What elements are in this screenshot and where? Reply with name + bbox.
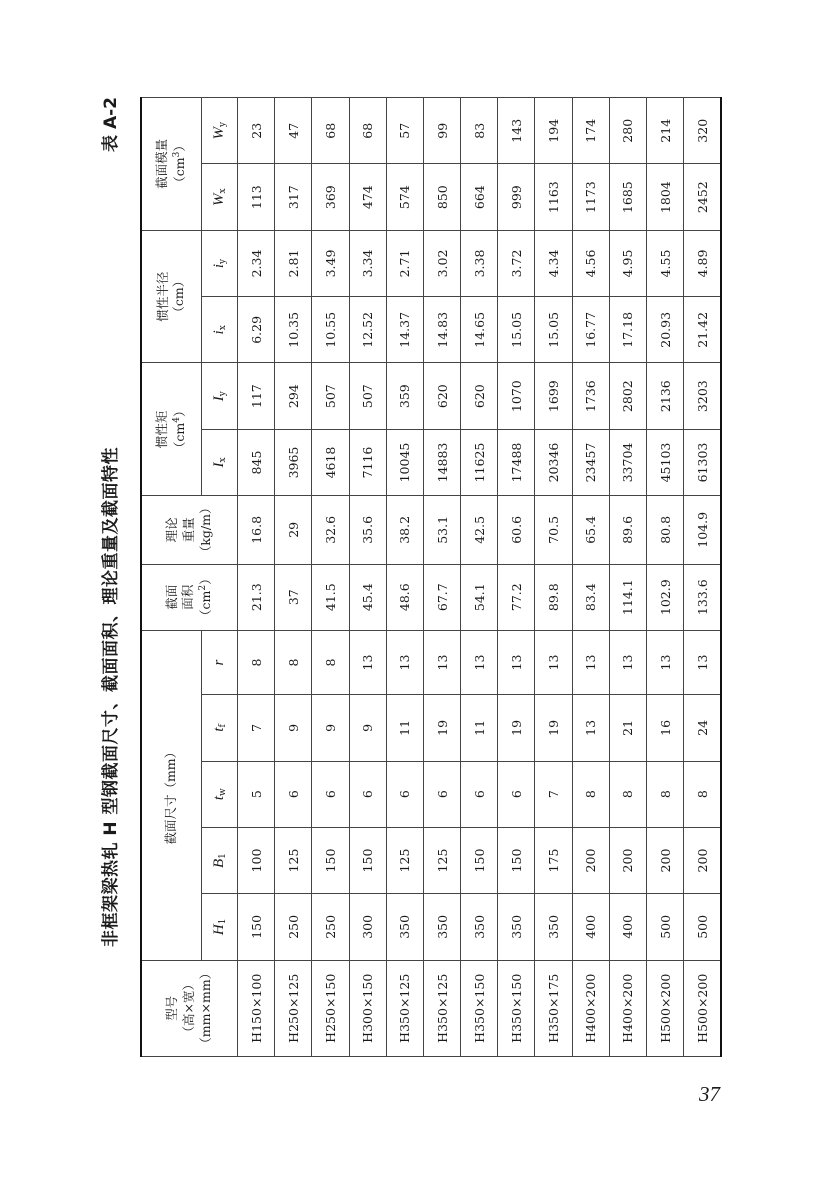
cell-model: H350×125: [386, 960, 423, 1056]
cell-iy: 4.56: [572, 230, 609, 296]
cell-iy: 620: [461, 363, 498, 429]
cell-model: H250×150: [312, 960, 349, 1056]
cell-area: 114.1: [609, 564, 646, 630]
cell-r: 8: [237, 630, 274, 694]
cell-area: 67.7: [423, 564, 460, 630]
cell-ix: 14.83: [423, 297, 460, 363]
cell-r: 13: [572, 630, 609, 694]
cell-r: 13: [647, 630, 684, 694]
header-Ix-sub: x: [217, 457, 228, 463]
cell-wx: 574: [386, 164, 423, 230]
cell-wy: 23: [237, 98, 274, 165]
cell-ix: 20346: [535, 429, 572, 495]
cell-h1: 300: [349, 894, 386, 960]
cell-r: 8: [312, 630, 349, 694]
table-row: [572, 98, 609, 1057]
cell-iy: 3.38: [461, 230, 498, 296]
cell-ix: 15.05: [498, 297, 535, 363]
cell-b1: 150: [312, 827, 349, 893]
cell-ix: 10.55: [312, 297, 349, 363]
cell-wx: 474: [349, 164, 386, 230]
cell-tw: 7: [535, 761, 572, 827]
cell-tw: 6: [386, 761, 423, 827]
cell-iy: 620: [423, 363, 460, 429]
cell-iy: 507: [349, 363, 386, 429]
cell-tw: 6: [498, 761, 535, 827]
header-ix-inertia: [201, 429, 237, 495]
cell-r: 13: [423, 630, 460, 694]
cell-iy: 4.55: [647, 230, 684, 296]
cell-tw: 6: [349, 761, 386, 827]
cell-ix: 23457: [572, 429, 609, 495]
cell-wy: 68: [349, 98, 386, 165]
table-row: [423, 98, 460, 1057]
cell-area: 83.4: [572, 564, 609, 630]
cell-h1: 500: [684, 894, 721, 960]
cell-b1: 125: [275, 827, 312, 893]
cell-weight: 16.8: [237, 496, 274, 564]
header-weight: [141, 496, 237, 564]
header-weight-line2: 重量: [181, 517, 197, 543]
header-section-dims: 截面尺寸（mm）: [141, 630, 201, 960]
cell-iy: 3.72: [498, 230, 535, 296]
page-number: 37: [699, 1082, 720, 1106]
cell-weight: 60.6: [498, 496, 535, 564]
cell-tw: 6: [275, 761, 312, 827]
cell-model: H350×150: [461, 960, 498, 1056]
header-tf-symbol: t: [210, 727, 227, 732]
cell-r: 13: [535, 630, 572, 694]
cell-weight: 89.6: [609, 496, 646, 564]
cell-weight: 80.8: [647, 496, 684, 564]
header-h1-symbol: H: [210, 924, 227, 936]
cell-ix: 14.65: [461, 297, 498, 363]
cell-iy: 2802: [609, 363, 646, 429]
cell-wx: 1685: [609, 164, 646, 230]
cell-area: 45.4: [349, 564, 386, 630]
cell-wx: 1163: [535, 164, 572, 230]
cell-iy: 1699: [535, 363, 572, 429]
cell-tw: 8: [684, 761, 721, 827]
cell-h1: 350: [498, 894, 535, 960]
header-model-line2: （高×宽）: [181, 978, 197, 1039]
cell-tf: 13: [572, 695, 609, 761]
cell-h1: 350: [423, 894, 460, 960]
cell-tf: 24: [684, 695, 721, 761]
table-title: 非框架梁热轧 H 型钢截面尺寸、截面面积、理论重量及截面特性: [101, 446, 121, 948]
cell-model: H150×100: [237, 960, 274, 1056]
cell-wx: 369: [312, 164, 349, 230]
header-Iy-symbol: I: [210, 396, 227, 402]
cell-iy: 2.34: [237, 230, 274, 296]
cell-ix: 15.05: [535, 297, 572, 363]
cell-wx: 1173: [572, 164, 609, 230]
header-modulus-unit: （cm: [171, 157, 187, 189]
cell-iy: 359: [386, 363, 423, 429]
cell-h1: 350: [535, 894, 572, 960]
cell-ix: 845: [237, 429, 274, 495]
header-inertia-line1: 惯性矩: [153, 410, 169, 449]
header-row-1: [141, 98, 201, 1057]
header-inertia-close: ）: [171, 404, 187, 418]
cell-b1: 200: [572, 827, 609, 893]
cell-ix: 33704: [609, 429, 646, 495]
cell-wy: 57: [386, 98, 423, 165]
cell-h1: 350: [461, 894, 498, 960]
cell-wy: 214: [647, 98, 684, 165]
header-Wx-sub: x: [217, 188, 228, 194]
table-row: [386, 98, 423, 1057]
cell-ix: 6.29: [237, 297, 274, 363]
cell-iy: 1070: [498, 363, 535, 429]
cell-r: 13: [684, 630, 721, 694]
header-radius: [141, 230, 201, 363]
header-iy-inertia: [201, 363, 237, 429]
header-model-line1: 型号: [164, 995, 180, 1021]
cell-b1: 200: [609, 827, 646, 893]
cell-wx: 850: [423, 164, 460, 230]
header-iy-radius: [201, 230, 237, 296]
header-ix-symbol: i: [210, 330, 227, 335]
cell-b1: 150: [461, 827, 498, 893]
cell-area: 48.6: [386, 564, 423, 630]
cell-tf: 19: [535, 695, 572, 761]
cell-tf: 21: [609, 695, 646, 761]
cell-h1: 250: [312, 894, 349, 960]
cell-model: H400×200: [572, 960, 609, 1056]
header-modulus: [141, 98, 201, 231]
cell-ix: 20.93: [647, 297, 684, 363]
header-radius-unit: （cm）: [171, 274, 187, 319]
table-row: [684, 98, 721, 1057]
cell-model: H500×200: [647, 960, 684, 1056]
cell-ix: 21.42: [684, 297, 721, 363]
header-area-line1: 截面: [163, 584, 179, 610]
cell-ix: 14.37: [386, 297, 423, 363]
cell-iy: 117: [237, 363, 274, 429]
cell-b1: 125: [386, 827, 423, 893]
header-area: [141, 564, 237, 630]
cell-tf: 9: [349, 695, 386, 761]
cell-wy: 99: [423, 98, 460, 165]
cell-wx: 999: [498, 164, 535, 230]
cell-weight: 42.5: [461, 496, 498, 564]
cell-iy: 4.95: [609, 230, 646, 296]
cell-wy: 47: [275, 98, 312, 165]
cell-tf: 11: [386, 695, 423, 761]
cell-tw: 8: [609, 761, 646, 827]
cell-weight: 70.5: [535, 496, 572, 564]
table-row: [498, 98, 535, 1057]
cell-wx: 2452: [684, 164, 721, 230]
cell-ix: 10045: [386, 429, 423, 495]
cell-ix: 11625: [461, 429, 498, 495]
cell-ix: 17.18: [609, 297, 646, 363]
cell-iy: 4.89: [684, 230, 721, 296]
cell-wy: 143: [498, 98, 535, 165]
header-modulus-line1: 截面模量: [153, 138, 169, 189]
header-tw: [201, 761, 237, 827]
cell-tf: 7: [237, 695, 274, 761]
cell-r: 13: [498, 630, 535, 694]
header-tw-symbol: t: [210, 795, 227, 801]
cell-b1: 150: [498, 827, 535, 893]
cell-iy: 4.34: [535, 230, 572, 296]
cell-wy: 68: [312, 98, 349, 165]
cell-wy: 174: [572, 98, 609, 165]
table-row: [237, 98, 274, 1057]
cell-ix: 16.77: [572, 297, 609, 363]
header-h1-sub: 1: [217, 918, 228, 925]
cell-weight: 53.1: [423, 496, 460, 564]
cell-model: H350×125: [423, 960, 460, 1056]
cell-h1: 400: [572, 894, 609, 960]
header-area-close: ）: [198, 572, 214, 585]
header-inertia-unit: （cm: [171, 422, 187, 455]
cell-b1: 100: [237, 827, 274, 893]
cell-area: 37: [275, 564, 312, 630]
cell-iy: 1736: [572, 363, 609, 429]
table-row: [349, 98, 386, 1057]
cell-area: 89.8: [535, 564, 572, 630]
header-area-sup: 2: [198, 584, 209, 591]
table-number: 表 A-2: [101, 97, 121, 152]
header-iy-symbol: i: [210, 263, 227, 269]
cell-weight: 38.2: [386, 496, 423, 564]
cell-model: H250×125: [275, 960, 312, 1056]
cell-h1: 500: [647, 894, 684, 960]
table-row: [461, 98, 498, 1057]
cell-ix: 45103: [647, 429, 684, 495]
header-model-line3: （mm×mm）: [197, 966, 213, 1050]
header-inertia: [141, 363, 201, 496]
cell-tf: 9: [275, 695, 312, 761]
cell-weight: 29: [275, 496, 312, 564]
cell-wy: 194: [535, 98, 572, 165]
cell-model: H500×200: [684, 960, 721, 1056]
header-Wy-symbol: W: [210, 127, 227, 140]
cell-wx: 113: [237, 164, 274, 230]
header-ix-sub: x: [217, 325, 228, 331]
cell-r: 8: [275, 630, 312, 694]
header-Ix-symbol: I: [210, 462, 227, 468]
cell-h1: 150: [237, 894, 274, 960]
cell-model: H300×150: [349, 960, 386, 1056]
cell-iy: 3203: [684, 363, 721, 429]
cell-weight: 104.9: [684, 496, 721, 564]
cell-wx: 1804: [647, 164, 684, 230]
header-area-line2: 面积: [180, 584, 196, 610]
cell-tf: 19: [423, 695, 460, 761]
cell-b1: 200: [684, 827, 721, 893]
cell-weight: 65.4: [572, 496, 609, 564]
table-row: [647, 98, 684, 1057]
cell-tw: 6: [461, 761, 498, 827]
cell-r: 13: [386, 630, 423, 694]
header-weight-unit: （kg/m）: [197, 501, 213, 559]
header-weight-line1: 理论: [164, 517, 180, 543]
header-Iy-sub: y: [217, 391, 228, 397]
header-area-unit: （cm: [198, 590, 214, 622]
cell-area: 21.3: [237, 564, 274, 630]
cell-tw: 6: [423, 761, 460, 827]
cell-wx: 664: [461, 164, 498, 230]
header-wy: [201, 98, 237, 165]
header-Wy-sub: y: [217, 121, 228, 128]
cell-wy: 320: [684, 98, 721, 165]
table-body: [237, 98, 721, 1057]
cell-h1: 250: [275, 894, 312, 960]
header-inertia-sup: 4: [171, 417, 182, 423]
header-iy-sub: y: [217, 258, 228, 264]
cell-b1: 150: [349, 827, 386, 893]
cell-ix: 61303: [684, 429, 721, 495]
cell-iy: 3.34: [349, 230, 386, 296]
cell-tf: 9: [312, 695, 349, 761]
cell-area: 54.1: [461, 564, 498, 630]
cell-iy: 3.49: [312, 230, 349, 296]
header-tw-sub: w: [217, 788, 228, 796]
cell-tf: 19: [498, 695, 535, 761]
cell-b1: 175: [535, 827, 572, 893]
table-row: [312, 98, 349, 1057]
cell-h1: 400: [609, 894, 646, 960]
cell-r: 13: [349, 630, 386, 694]
cell-b1: 125: [423, 827, 460, 893]
cell-r: 13: [609, 630, 646, 694]
header-wx: [201, 164, 237, 230]
cell-h1: 350: [386, 894, 423, 960]
header-radius-line1: 惯性半径: [154, 271, 170, 322]
cell-weight: 32.6: [312, 496, 349, 564]
cell-ix: 17488: [498, 429, 535, 495]
cell-area: 77.2: [498, 564, 535, 630]
table-row: [535, 98, 572, 1057]
cell-wy: 280: [609, 98, 646, 165]
header-ix-radius: [201, 297, 237, 363]
cell-model: H350×150: [498, 960, 535, 1056]
cell-iy: 2.71: [386, 230, 423, 296]
cell-wx: 317: [275, 164, 312, 230]
cell-weight: 35.6: [349, 496, 386, 564]
cell-tw: 8: [572, 761, 609, 827]
header-tf: [201, 695, 237, 761]
header-b1: [201, 827, 237, 893]
header-modulus-sup: 3: [171, 151, 182, 158]
cell-tw: 8: [647, 761, 684, 827]
cell-ix: 10.35: [275, 297, 312, 363]
cell-tw: 5: [237, 761, 274, 827]
cell-ix: 7116: [349, 429, 386, 495]
cell-area: 41.5: [312, 564, 349, 630]
header-model: [141, 960, 237, 1056]
cell-b1: 200: [647, 827, 684, 893]
cell-iy: 2136: [647, 363, 684, 429]
table-row: [275, 98, 312, 1057]
header-modulus-close: ）: [171, 139, 187, 152]
cell-iy: 2.81: [275, 230, 312, 296]
cell-model: H350×175: [535, 960, 572, 1056]
header-b1-symbol: B: [210, 858, 227, 868]
cell-tf: 16: [647, 695, 684, 761]
cell-wy: 83: [461, 98, 498, 165]
header-h1: [201, 894, 237, 960]
cell-area: 102.9: [647, 564, 684, 630]
header-Wx-symbol: W: [210, 193, 227, 206]
header-r: [201, 630, 237, 694]
steel-section-table: [140, 97, 722, 1057]
cell-model: H400×200: [609, 960, 646, 1056]
cell-iy: 294: [275, 363, 312, 429]
cell-ix: 12.52: [349, 297, 386, 363]
header-tf-sub: f: [217, 724, 228, 728]
header-r-symbol: r: [210, 659, 227, 666]
cell-ix: 14883: [423, 429, 460, 495]
cell-tf: 11: [461, 695, 498, 761]
cell-iy: 3.02: [423, 230, 460, 296]
cell-iy: 507: [312, 363, 349, 429]
header-b1-sub: 1: [217, 853, 228, 859]
table-row: [609, 98, 646, 1057]
cell-area: 133.6: [684, 564, 721, 630]
cell-r: 13: [461, 630, 498, 694]
cell-ix: 4618: [312, 429, 349, 495]
cell-tw: 6: [312, 761, 349, 827]
cell-ix: 3965: [275, 429, 312, 495]
